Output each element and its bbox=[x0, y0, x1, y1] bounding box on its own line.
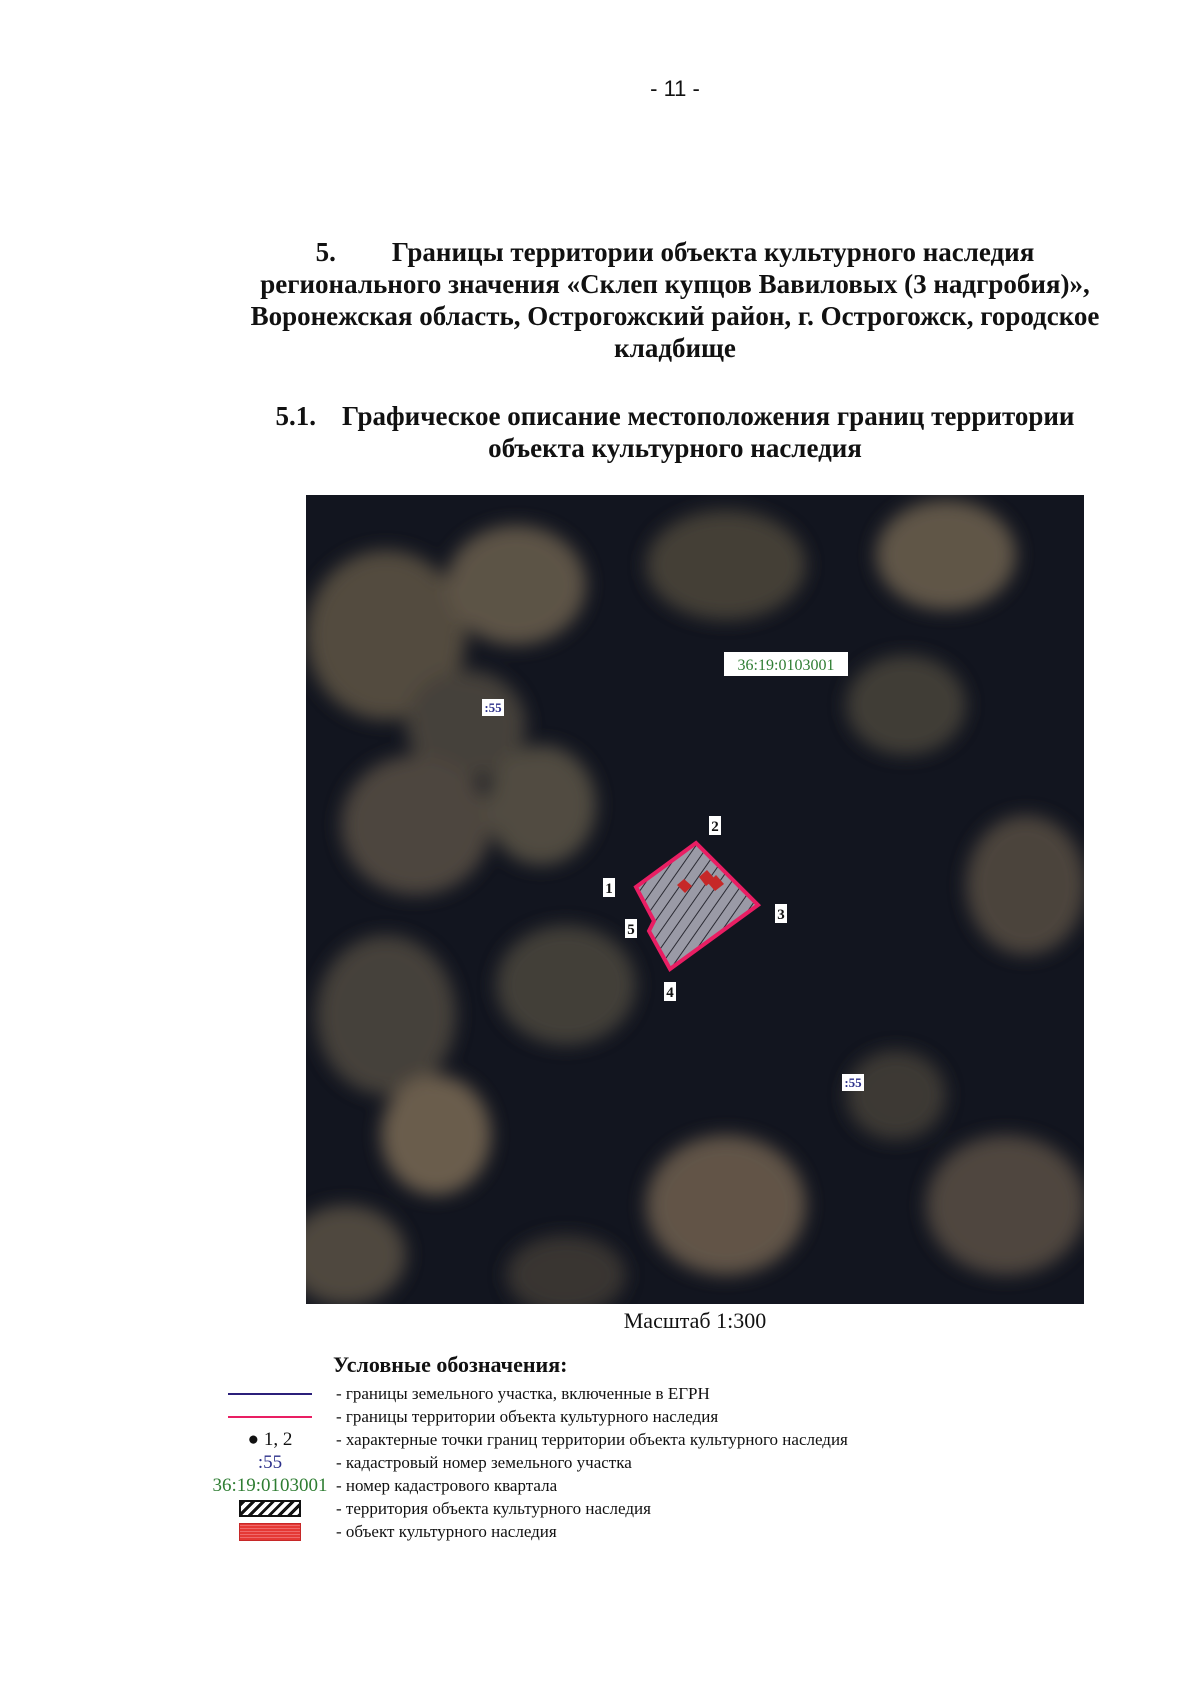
section-5-line-1: 5. Границы территории объекта культурного наследия bbox=[315, 237, 1035, 267]
point-label-2: 2 bbox=[711, 819, 719, 835]
cadastral-quarter-sample: 36:19:0103001 bbox=[212, 1474, 328, 1496]
section-5-1-line-2: объекта культурного наследия bbox=[488, 433, 862, 463]
legend-item-heritage-object: - объект культурного наследия bbox=[200, 1520, 1100, 1543]
legend-item-heritage-boundary: - границы территории объекта культурного наследия bbox=[200, 1405, 1100, 1428]
section-5-1-heading bbox=[0, 400, 1200, 464]
parcel-number-label-1: :55 bbox=[484, 700, 502, 715]
legend-item-cadastral-quarter: 36:19:0103001 - номер кадастрового квартала bbox=[212, 1474, 558, 1496]
cadastral-quarter-label: 36:19:0103001 bbox=[737, 657, 835, 674]
point-label-1: 1 bbox=[605, 881, 613, 897]
section-5-line-3: Воронежская область, Острогожский район, г. Острогожск, городское bbox=[250, 301, 1100, 331]
section-5-line-4: кладбище bbox=[614, 333, 736, 363]
section-5-1-number: 5.1. bbox=[275, 401, 316, 431]
heritage-boundary-line-icon bbox=[228, 1416, 312, 1418]
section-5-heading bbox=[0, 236, 1200, 364]
section-5-1-line-1: 5.1. Графическое описание местоположения границ территории bbox=[275, 401, 1075, 431]
situation-map bbox=[306, 495, 1084, 1304]
parcel-number-label-2: :55 bbox=[844, 1075, 862, 1090]
legend-item-cadastral-number: :55 - кадастровый номер земельного участка bbox=[257, 1451, 632, 1473]
heritage-object-icon bbox=[239, 1523, 301, 1541]
point-label-5: 5 bbox=[627, 922, 635, 938]
boundary-point-icon: ● 1, 2 bbox=[247, 1428, 293, 1450]
page-number: - 11 - bbox=[650, 76, 700, 101]
egrn-boundary-line-icon bbox=[228, 1393, 312, 1395]
section-5-line-2: регионального значения «Склеп купцов Вавиловых (3 надгробия)», bbox=[260, 269, 1090, 299]
section-5-number: 5. bbox=[315, 237, 336, 267]
point-label-4: 4 bbox=[666, 985, 674, 1001]
map-scale: Масштаб 1:300 bbox=[623, 1308, 767, 1333]
point-label-3: 3 bbox=[777, 907, 785, 923]
legend-item-heritage-territory: - территория объекта культурного наследия bbox=[200, 1497, 1100, 1520]
legend-item-egrn-boundary: - границы земельного участка, включенные в ЕГРН bbox=[200, 1382, 1100, 1405]
legend-title: Условные обозначения: bbox=[333, 1352, 568, 1377]
hatched-territory-icon bbox=[239, 1500, 301, 1517]
cadastral-number-sample: :55 bbox=[257, 1451, 283, 1473]
legend-item-boundary-points: ● 1, 2 - характерные точки границ территории объекта культурного наследия bbox=[247, 1428, 848, 1450]
